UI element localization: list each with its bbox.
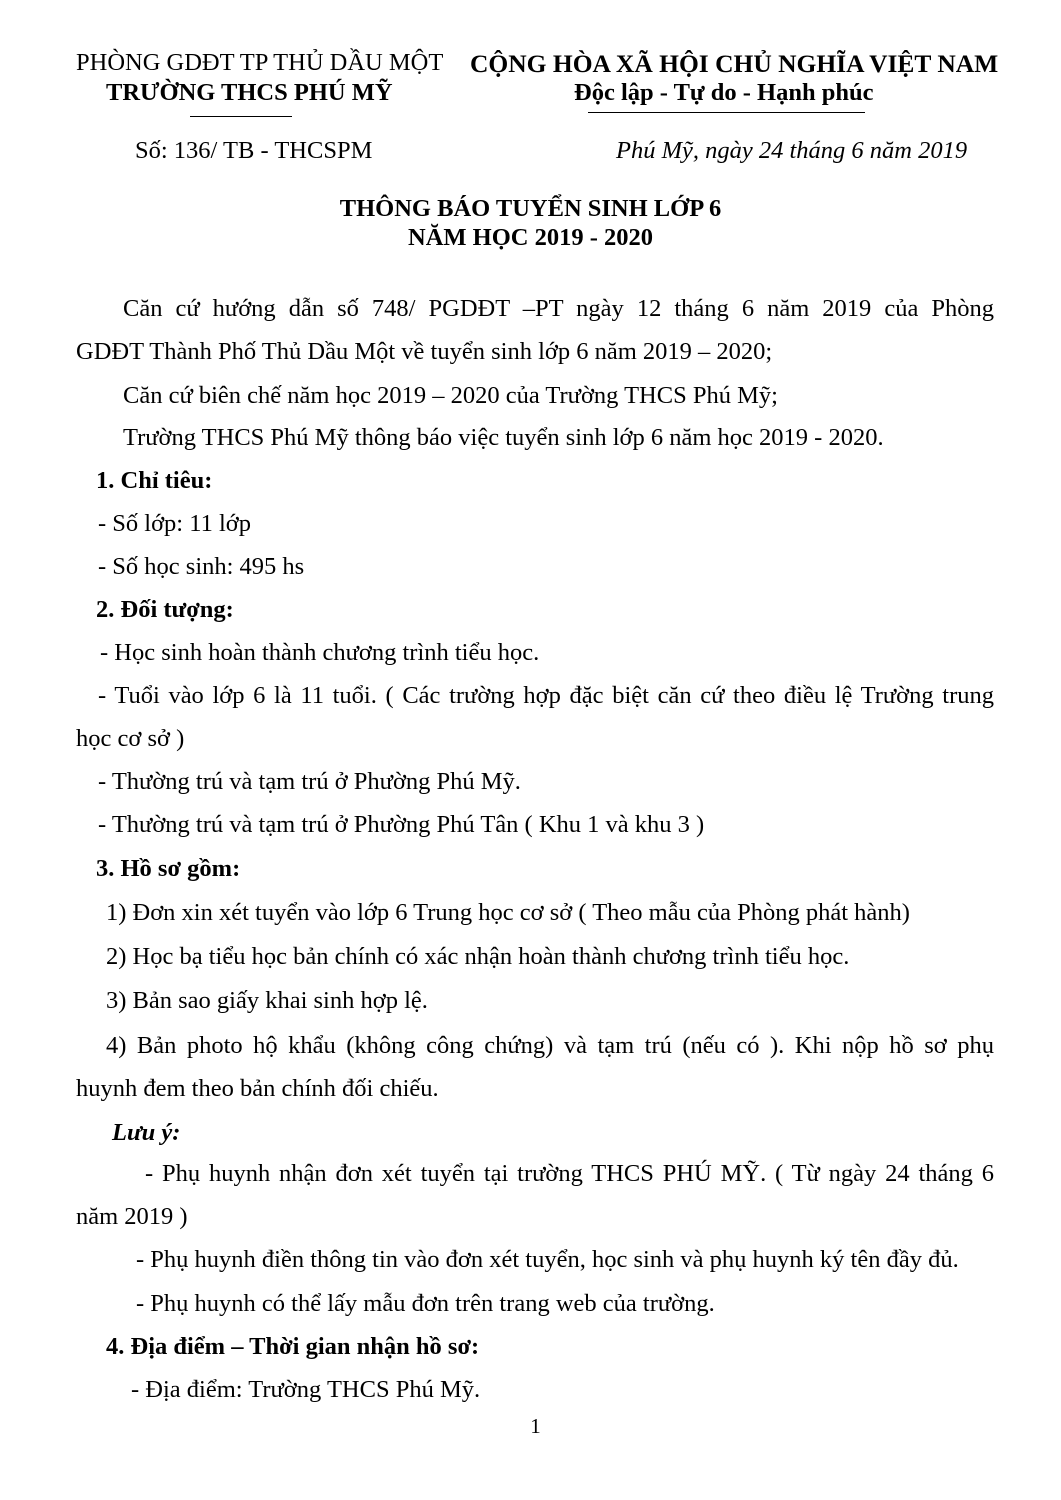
section-4-heading: 4. Địa điểm – Thời gian nhận hồ sơ:: [106, 1333, 480, 1360]
department-name: PHÒNG GDĐT TP THỦ DẦU MỘT: [76, 49, 444, 76]
school-name-underline: [190, 116, 292, 117]
note-item-3: - Phụ huynh có thể lấy mẫu đơn trên trang web của trường.: [136, 1290, 715, 1317]
document-item-2: 2) Học bạ tiểu học bản chính có xác nhận hoàn thành chương trình tiểu học.: [106, 943, 850, 970]
document-item-4-line-1: 4) Bản photo hộ khẩu (không công chứng) và tạm trú (nếu có ). Khi nộp hồ sơ phụ: [106, 1032, 994, 1059]
place-date: Phú Mỹ, ngày 24 tháng 6 năm 2019: [616, 137, 968, 164]
intro-paragraph-1-line-2: GDĐT Thành Phố Thủ Dầu Một về tuyển sinh lớp 6 năm 2019 – 2020;: [76, 338, 773, 365]
school-name: TRƯỜNG THCS PHÚ MỸ: [106, 79, 393, 106]
motto-underline: [588, 112, 865, 113]
class-count: - Số lớp: 11 lớp: [98, 510, 251, 537]
eligibility-item-3: - Thường trú và tạm trú ở Phường Phú Mỹ.: [98, 768, 521, 795]
national-title: CỘNG HÒA XÃ HỘI CHỦ NGHĨA VIỆT NAM: [470, 49, 999, 78]
intro-paragraph-1-line-1: Căn cứ hướng dẫn số 748/ PGDĐT –PT ngày 12 tháng 6 năm 2019 của Phòng: [123, 295, 994, 322]
section-3-heading: 3. Hồ sơ gồm:: [96, 855, 241, 882]
document-number: Số: 136/ TB - THCSPM: [135, 137, 373, 164]
page-number: 1: [530, 1414, 541, 1438]
note-heading: Lưu ý:: [112, 1119, 181, 1146]
eligibility-item-2-line-1: - Tuổi vào lớp 6 là 11 tuổi. ( Các trường hợp đặc biệt căn cứ theo điều lệ Trường trung: [98, 682, 994, 709]
section-1-heading: 1. Chỉ tiêu:: [96, 467, 213, 494]
eligibility-item-4: - Thường trú và tạm trú ở Phường Phú Tân ( Khu 1 và khu 3 ): [98, 811, 705, 838]
eligibility-item-2-line-2: học cơ sở ): [76, 725, 185, 752]
national-motto: Độc lập - Tự do - Hạnh phúc: [574, 79, 874, 106]
location-item: - Địa điểm: Trường THCS Phú Mỹ.: [131, 1376, 481, 1403]
student-count: - Số học sinh: 495 hs: [98, 553, 305, 580]
section-2-heading: 2. Đối tượng:: [96, 596, 234, 623]
school-year-title: NĂM HỌC 2019 - 2020: [408, 224, 653, 251]
document-item-3: 3) Bản sao giấy khai sinh hợp lệ.: [106, 987, 428, 1014]
intro-paragraph-3: Trường THCS Phú Mỹ thông báo việc tuyển sinh lớp 6 năm học 2019 - 2020.: [123, 424, 884, 451]
document-item-4-line-2: huynh đem theo bản chính đối chiếu.: [76, 1075, 439, 1102]
eligibility-item-1: - Học sinh hoàn thành chương trình tiểu học.: [100, 639, 540, 666]
note-item-2: - Phụ huynh điền thông tin vào đơn xét tuyển, học sinh và phụ huynh ký tên đầy đủ.: [136, 1246, 959, 1273]
note-item-1-line-1: - Phụ huynh nhận đơn xét tuyển tại trường THCS PHÚ MỸ. ( Từ ngày 24 tháng 6: [145, 1160, 994, 1187]
document-item-1: 1) Đơn xin xét tuyển vào lớp 6 Trung học cơ sở ( Theo mẫu của Phòng phát hành): [106, 899, 910, 926]
notice-title: THÔNG BÁO TUYỂN SINH LỚP 6: [339, 195, 722, 222]
intro-paragraph-2: Căn cứ biên chế năm học 2019 – 2020 của Trường THCS Phú Mỹ;: [123, 382, 778, 409]
note-item-1-line-2: năm 2019 ): [76, 1203, 188, 1230]
